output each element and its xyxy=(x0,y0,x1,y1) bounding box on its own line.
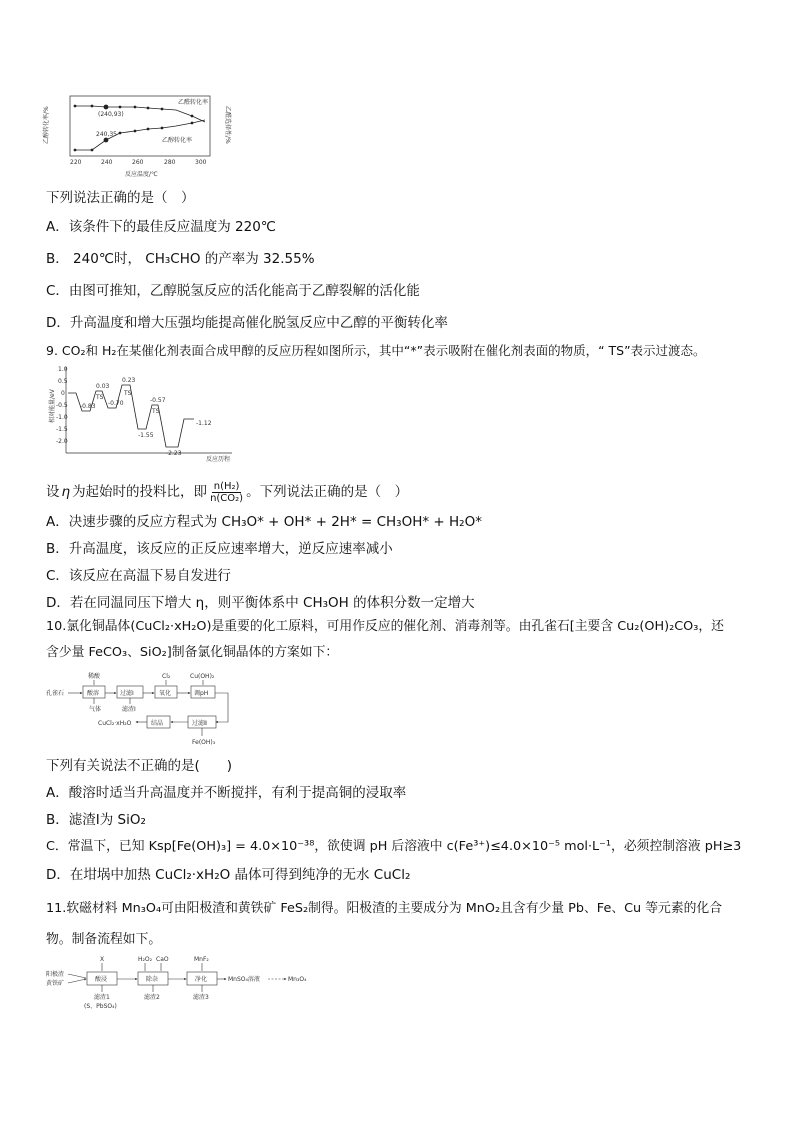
q10-stem-line2: 含少量 FeCO₃、SiO₂]制备氯化铜晶体的方案如下： xyxy=(46,645,339,660)
q10-option-b: B．滤渣Ⅰ为 SiO₂ xyxy=(46,812,146,828)
q10-flowchart xyxy=(46,668,236,750)
q9-premise xyxy=(46,477,408,507)
fraction-numerator: n(H₂) xyxy=(213,480,240,492)
x-tick: 220 xyxy=(70,159,82,166)
q10-question: 下列有关说法不正确的是( ) xyxy=(46,758,233,774)
flow-output: Fe(OH)₃ xyxy=(192,739,216,746)
ts-label: TS xyxy=(96,394,104,401)
series-label-upper: 乙醛转化率 xyxy=(178,99,209,106)
conversion-chart xyxy=(40,92,230,182)
flow-box: 结晶 xyxy=(151,720,164,727)
q11-flowchart xyxy=(46,954,326,1020)
q8-option-c: C．由图可推知，乙醇脱氢反应的活化能高于乙醇裂解的活化能 xyxy=(46,283,420,299)
energy-value: -0.57 xyxy=(150,397,166,404)
flow-reagent: CaO xyxy=(156,956,169,963)
flow-box: 酸溶 xyxy=(87,690,100,697)
y-tick: -1.5 xyxy=(56,426,68,433)
energy-value: -0.70 xyxy=(108,400,124,407)
flow-output: 气体 xyxy=(89,706,102,713)
ts-label: TS xyxy=(124,390,132,397)
q9-premise-c: 。下列说法正确的是（ ） xyxy=(246,484,409,500)
eta-symbol: η xyxy=(61,484,71,500)
energy-value: -0.83 xyxy=(80,403,96,410)
q9-option-a: A．决速步骤的反应方程式为 CH₃O* + OH* + 2H* = CH₃OH* + H₂O* xyxy=(46,514,482,530)
y-left-label: 乙醇转化率/% xyxy=(43,106,50,144)
y-tick: -1.0 xyxy=(56,414,68,421)
ts-label: TS xyxy=(152,408,160,415)
flow-reagent: X xyxy=(100,956,105,963)
q9-premise-b: 为起始时的投料比，即 xyxy=(72,484,208,500)
flow-product: CuCl₂·xH₂O xyxy=(98,720,132,727)
flow-reagent: Cl₂ xyxy=(162,673,171,680)
q9-stem: 9. CO₂和 H₂在某催化剂表面合成甲醇的反应历程如图所示，其中“*”表示吸附在催化剂表面的物质，“ TS”表示过渡态。 xyxy=(46,343,706,358)
ratio-fraction xyxy=(210,481,243,504)
y-tick: -2.0 xyxy=(56,438,68,445)
flow-box: 过滤Ⅱ xyxy=(192,720,207,727)
y-tick: 0 xyxy=(61,390,65,397)
flow-box: 调pH xyxy=(194,690,209,697)
flow-input: 黄铁矿 xyxy=(46,980,65,987)
x-axis-label: 反应温度/℃ xyxy=(125,171,158,178)
energy-value: -2.23 xyxy=(166,450,182,457)
q10-option-c: C．常温下，已知 Ksp[Fe(OH)₃] = 4.0×10⁻³⁸，欲使调 pH 后溶液中 c(Fe³⁺)≤4.0×10⁻⁵ mol·L⁻¹，必须控制溶液 pH≥3 xyxy=(46,839,742,854)
point-label-lower: 240,35 xyxy=(96,131,117,138)
y-right-label: 乙醛选择性/% xyxy=(224,106,231,144)
energy-value: 0.23 xyxy=(122,377,136,384)
flow-input: 阳极渣 xyxy=(46,971,65,978)
flow-tail: MnSO₄溶液 xyxy=(228,976,260,983)
energy-value: -1.55 xyxy=(138,432,154,439)
y-tick: 1.0 xyxy=(58,366,68,373)
q11-stem-line2: 物。制备流程如下。 xyxy=(46,932,162,947)
flow-reagent: 稀酸 xyxy=(88,673,101,680)
flow-reagent: MnF₂ xyxy=(194,956,209,963)
x-tick: 240 xyxy=(101,159,113,166)
fraction-denominator: n(CO₂) xyxy=(210,492,244,504)
energy-value: -1.12 xyxy=(196,420,212,427)
q8-stem: 下列说法正确的是（ ） xyxy=(46,190,195,206)
y-tick: 0.5 xyxy=(58,378,68,385)
q9-option-b: B．升高温度，该反应的正反应速率增大，逆反应速率减小 xyxy=(46,541,393,557)
energy-profile-diagram xyxy=(46,363,236,463)
q10-option-d: D．在坩埚中加热 CuCl₂·xH₂O 晶体可得到纯净的无水 CuCl₂ xyxy=(46,867,411,883)
flow-output: (S、PbSO₄) xyxy=(84,1003,117,1010)
q9-premise-a: 设 xyxy=(46,484,60,500)
q10-option-a: A．酸溶时适当升高温度并不断搅拌，有利于提高铜的浸取率 xyxy=(46,785,407,801)
x-tick: 300 xyxy=(195,159,207,166)
q10-stem-line1: 10.氯化铜晶体(CuCl₂·xH₂O)是重要的化工原料，可用作反应的催化剂、消毒剂等。由孔雀石[主要含 Cu₂(OH)₂CO₃，还 xyxy=(46,619,724,634)
q8-option-a: A．该条件下的最佳反应温度为 220℃ xyxy=(46,219,276,235)
flow-box: 过滤Ⅰ xyxy=(120,690,134,697)
series-label-lower: 乙醇转化率 xyxy=(162,137,193,144)
flow-output: 滤渣2 xyxy=(144,994,160,1001)
flow-reagent: Cu(OH)₂ xyxy=(190,673,215,680)
flow-output: 滤渣Ⅰ xyxy=(122,706,136,713)
y-tick: -0.5 xyxy=(56,402,68,409)
flow-box: 净化 xyxy=(195,976,208,983)
point-label-upper: (240,93) xyxy=(98,111,124,118)
flow-box: 酸浸 xyxy=(95,976,108,983)
x-tick: 280 xyxy=(164,159,176,166)
flow-reagent: H₂O₂ xyxy=(138,956,153,963)
flow-box: 除杂 xyxy=(146,976,159,983)
flow-start: 孔雀石 xyxy=(46,690,65,697)
x-tick: 260 xyxy=(132,159,144,166)
flow-output: 滤渣3 xyxy=(193,994,209,1001)
flow-output: 滤渣1 xyxy=(94,994,110,1001)
x-axis-label: 反应历程 xyxy=(206,456,231,463)
flow-box: 氧化 xyxy=(159,690,172,697)
energy-value: 0.03 xyxy=(96,383,110,390)
q8-option-b: B． 240℃时， CH₃CHO 的产率为 32.55% xyxy=(46,251,315,267)
q9-option-c: C．该反应在高温下易自发进行 xyxy=(46,568,231,584)
q9-option-d: D．若在同温同压下增大 η，则平衡体系中 CH₃OH 的体积分数一定增大 xyxy=(46,595,475,611)
q8-option-d: D．升高温度和增大压强均能提高催化脱氢反应中乙醇的平衡转化率 xyxy=(46,315,448,331)
y-axis-label: 相对能量/eV xyxy=(49,389,56,423)
flow-tail: Mn₃O₄ xyxy=(288,976,307,983)
q11-stem-line1: 11.软磁材料 Mn₃O₄可由阳极渣和黄铁矿 FeS₂制得。阳极渣的主要成分为 MnO₂且含有少量 Pb、Fe、Cu 等元素的化合 xyxy=(46,901,723,916)
